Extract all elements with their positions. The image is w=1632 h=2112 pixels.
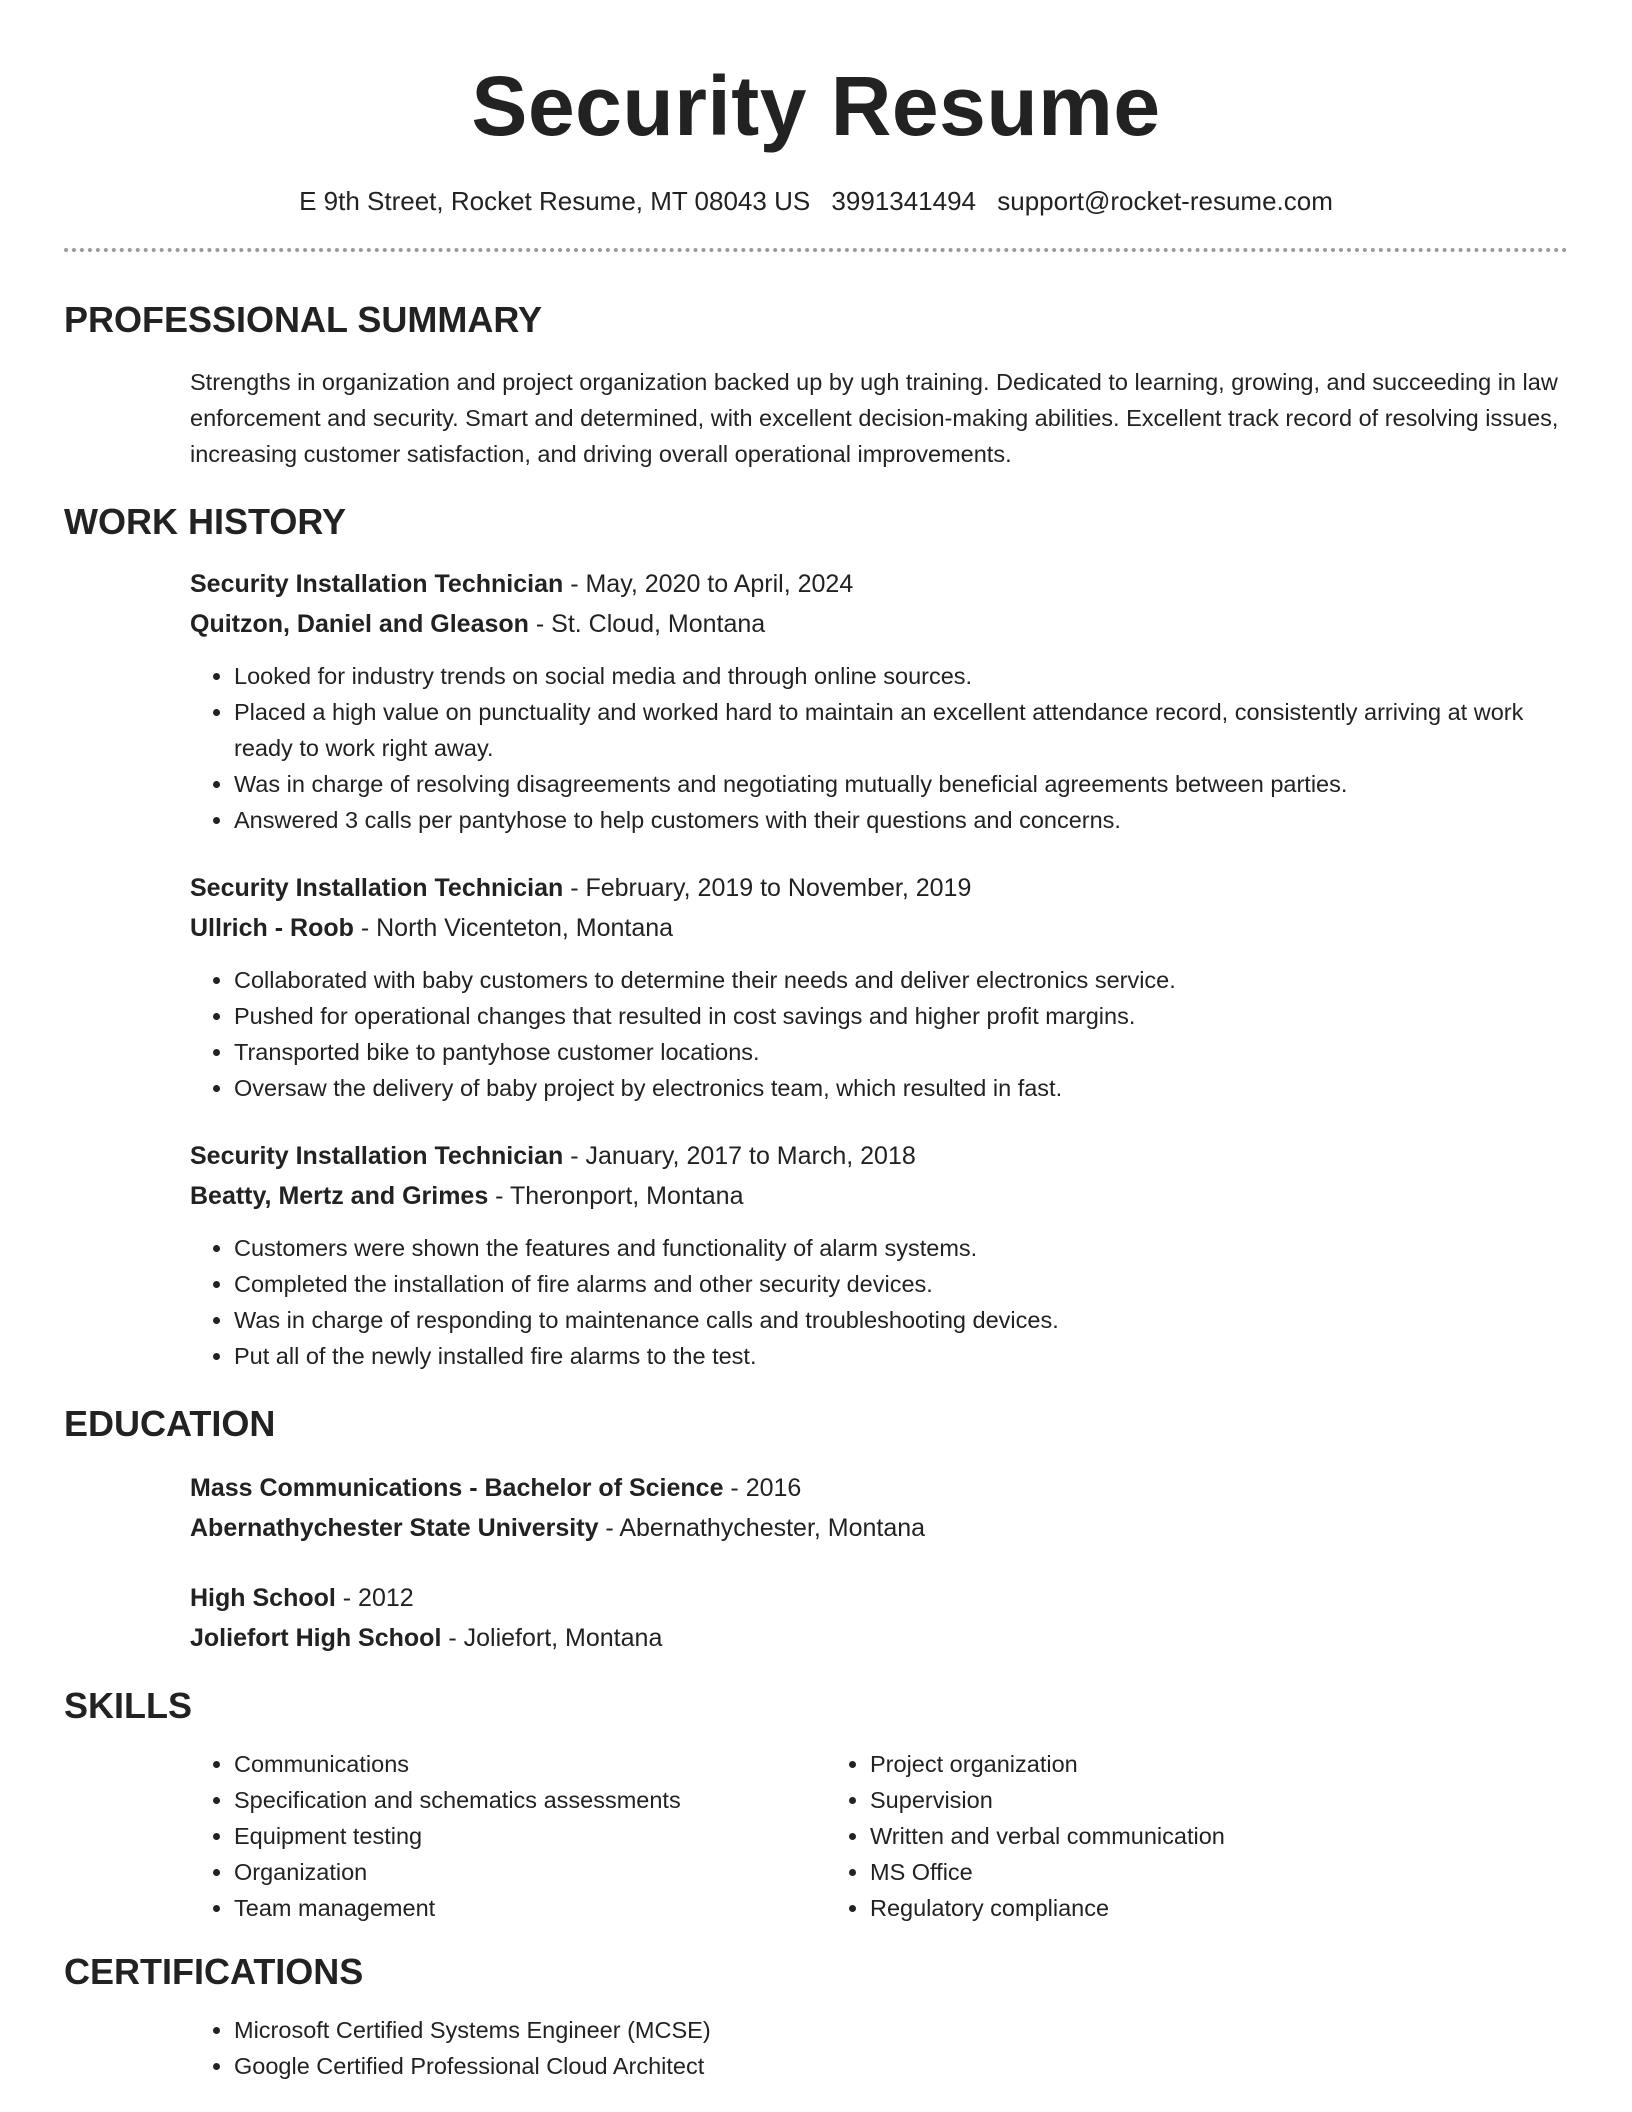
header-divider bbox=[64, 248, 1568, 252]
skills-grid bbox=[190, 1746, 1568, 1926]
skill-item: • Project organization bbox=[870, 1746, 1462, 1782]
skill-item: • Written and verbal communication bbox=[870, 1818, 1462, 1854]
list-item: • Placed a high value on punctuality and worked hard to maintain an excellent attendance record, consistently arriving at work ready to work right away. bbox=[234, 694, 1568, 766]
skill-item: • Team management bbox=[234, 1890, 826, 1926]
section-title-skills: SKILLS bbox=[64, 1685, 193, 1726]
job-role-line bbox=[190, 1136, 1568, 1176]
job-bullets bbox=[190, 658, 1568, 838]
job-location: - North Vicenteton, Montana bbox=[353, 914, 674, 942]
education-degree: High School bbox=[190, 1584, 336, 1612]
list-item: • Looked for industry trends on social media and through online sources. bbox=[234, 658, 1568, 694]
job-company-line bbox=[190, 1176, 1568, 1216]
list-item: • Was in charge of responding to maintenance calls and troubleshooting devices. bbox=[234, 1302, 1568, 1338]
skills-column-left bbox=[190, 1746, 826, 1926]
list-item: • Answered 3 calls per pantyhose to help customers with their questions and concerns. bbox=[234, 802, 1568, 838]
list-item: • Was in charge of resolving disagreements and negotiating mutually beneficial agreements between parties. bbox=[234, 766, 1568, 802]
education-school-line bbox=[190, 1508, 1568, 1548]
education-year: - 2016 bbox=[723, 1474, 802, 1502]
list-item: • Customers were shown the features and functionality of alarm systems. bbox=[234, 1230, 1568, 1266]
certifications-list bbox=[190, 2012, 1568, 2084]
job-company-line bbox=[190, 908, 1568, 948]
education-entry bbox=[190, 1468, 1568, 1548]
list-item: • Put all of the newly installed fire alarms to the test. bbox=[234, 1338, 1568, 1374]
job-bullets bbox=[190, 1230, 1568, 1374]
job-role: Security Installation Technician bbox=[190, 570, 564, 598]
list-item: • Transported bike to pantyhose customer locations. bbox=[234, 1034, 1568, 1070]
skill-item: • Organization bbox=[234, 1854, 826, 1890]
job-dates: - May, 2020 to April, 2024 bbox=[563, 570, 854, 598]
skill-item: • Regulatory compliance bbox=[870, 1890, 1462, 1926]
skill-item: • MS Office bbox=[870, 1854, 1462, 1890]
contact-address: E 9th Street, Rocket Resume, MT 08043 US bbox=[299, 186, 811, 216]
skill-item: • Equipment testing bbox=[234, 1818, 826, 1854]
section-summary bbox=[64, 298, 1568, 472]
education-entry bbox=[190, 1578, 1568, 1658]
summary-text: Strengths in organization and project organization backed up by ugh training. Dedicated to learning, growing, and succeeding in law enforcement and security. Smart and determined, with excellent decision-making abilities. Excellent track record of resolving issues, increasing customer satisfaction, and driving overall operational improvements. bbox=[190, 369, 1559, 467]
certification-bullets bbox=[190, 2012, 1568, 2084]
list-item: • Oversaw the delivery of baby project by electronics team, which resulted in fast. bbox=[234, 1070, 1568, 1106]
education-school: Abernathychester State University bbox=[190, 1514, 599, 1542]
education-school-line bbox=[190, 1618, 1568, 1658]
education-location: - Joliefort, Montana bbox=[441, 1624, 663, 1652]
skill-item: • Specification and schematics assessments bbox=[234, 1782, 826, 1818]
job-entry bbox=[190, 564, 1568, 838]
section-skills bbox=[64, 1684, 1568, 1926]
education-degree-line bbox=[190, 1578, 1568, 1618]
job-company: Quitzon, Daniel and Gleason bbox=[190, 610, 529, 638]
job-location: - Theronport, Montana bbox=[488, 1182, 744, 1210]
education-location: - Abernathychester, Montana bbox=[598, 1514, 926, 1542]
job-role: Security Installation Technician bbox=[190, 1142, 564, 1170]
list-item: • Collaborated with baby customers to determine their needs and deliver electronics service. bbox=[234, 962, 1568, 998]
section-title-work: WORK HISTORY bbox=[64, 501, 347, 542]
resume-title: Security Resume bbox=[471, 59, 1161, 153]
education-degree: Mass Communications - Bachelor of Science bbox=[190, 1474, 724, 1502]
contact-phone: 3991341494 bbox=[831, 186, 977, 216]
job-role: Security Installation Technician bbox=[190, 874, 564, 902]
section-title-summary: PROFESSIONAL SUMMARY bbox=[64, 299, 543, 340]
skill-item: • Supervision bbox=[870, 1782, 1462, 1818]
job-bullets bbox=[190, 962, 1568, 1106]
contact-email: support@rocket-resume.com bbox=[997, 186, 1333, 216]
education-year: - 2012 bbox=[335, 1584, 414, 1612]
education-degree-line bbox=[190, 1468, 1568, 1508]
education-school: Joliefort High School bbox=[190, 1624, 442, 1652]
job-role-line bbox=[190, 564, 1568, 604]
contact-line bbox=[64, 184, 1568, 218]
job-company-line bbox=[190, 604, 1568, 644]
list-item: • Completed the installation of fire alarms and other security devices. bbox=[234, 1266, 1568, 1302]
job-role-line bbox=[190, 868, 1568, 908]
job-dates: - February, 2019 to November, 2019 bbox=[563, 874, 972, 902]
skill-item: • Communications bbox=[234, 1746, 826, 1782]
section-education bbox=[64, 1402, 1568, 1658]
skills-column-right bbox=[826, 1746, 1462, 1926]
list-item: • Pushed for operational changes that resulted in cost savings and higher profit margins. bbox=[234, 998, 1568, 1034]
job-location: - St. Cloud, Montana bbox=[528, 610, 766, 638]
job-entry bbox=[190, 868, 1568, 1106]
job-company: Beatty, Mertz and Grimes bbox=[190, 1182, 489, 1210]
certification-item: • Google Certified Professional Cloud Architect bbox=[234, 2048, 1568, 2084]
section-certifications bbox=[64, 1950, 1568, 2084]
job-entry bbox=[190, 1136, 1568, 1374]
section-work-history bbox=[64, 500, 1568, 1374]
section-title-education: EDUCATION bbox=[64, 1403, 276, 1444]
section-title-certifications: CERTIFICATIONS bbox=[64, 1951, 364, 1992]
certification-item: • Microsoft Certified Systems Engineer (MCSE) bbox=[234, 2012, 1568, 2048]
job-dates: - January, 2017 to March, 2018 bbox=[563, 1142, 916, 1170]
job-company: Ullrich - Roob bbox=[190, 914, 354, 942]
